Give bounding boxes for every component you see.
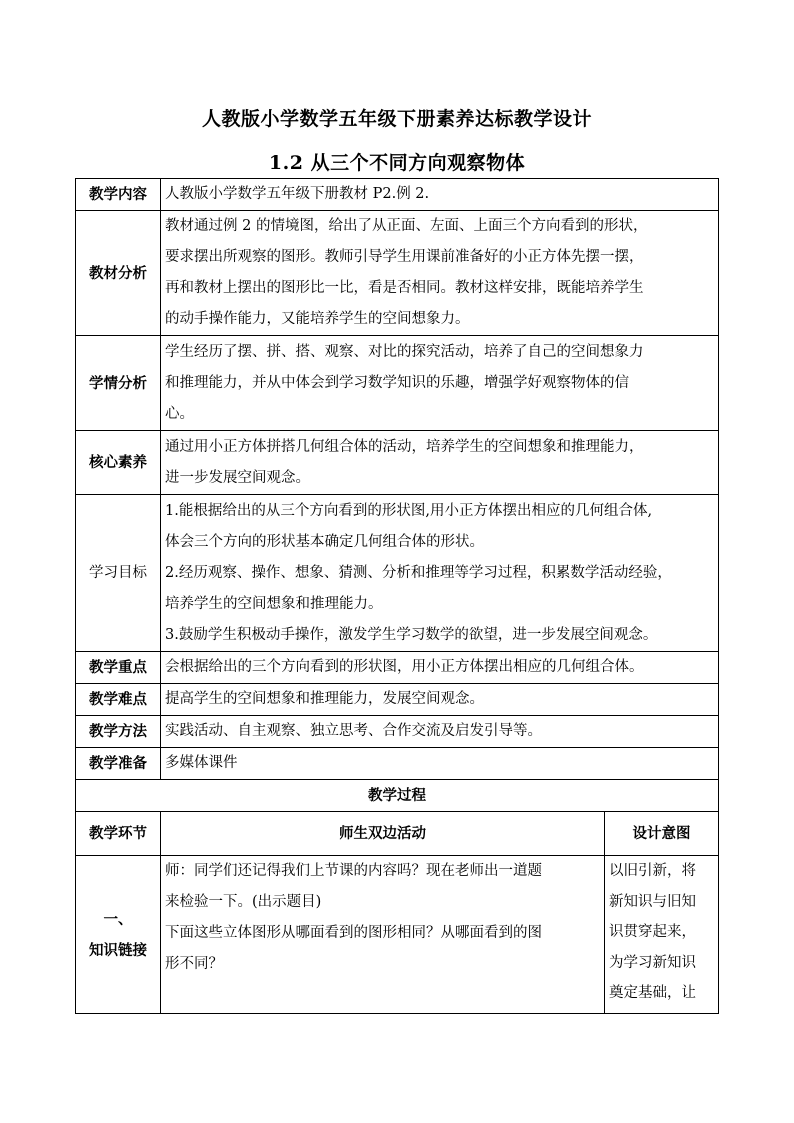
row-stage-1: [76, 856, 719, 1014]
stage-number: 一、: [103, 910, 133, 928]
text-line: 学生经历了摆、拼、搭、观察、对比的探究活动，培养了自己的空间想象力: [165, 343, 644, 360]
stage-1-intent: [605, 856, 719, 1014]
text-line: 识贯穿起来，: [609, 924, 696, 940]
text-line: 奠定基础，让: [609, 985, 696, 1001]
row-key-points: [76, 652, 719, 684]
text-line: 来检验一下。(出示题目): [165, 894, 322, 910]
text-line: 新知识与旧知: [609, 893, 696, 910]
label-student-analysis: 学情分析: [76, 336, 161, 431]
row-teaching-content: [76, 179, 719, 211]
text-line: 为学习新知识: [609, 954, 696, 971]
process-header: 教学过程: [76, 780, 719, 812]
label-preparation: 教学准备: [76, 748, 161, 780]
column-intent: 设计意图: [605, 812, 719, 856]
row-method: [76, 716, 719, 748]
text-key-points: 会根据给出的三个方向看到的形状图，用小正方体摆出相应的几何组合体。: [161, 652, 719, 684]
label-key-points: 教学重点: [76, 652, 161, 684]
text-line: 要求摆出所观察的图形。教师引导学生用课前准备好的小正方体先摆一摆，: [165, 249, 644, 265]
text-line: 教材通过例 2 的情境图，给出了从正面、左面、上面三个方向看到的形状，: [165, 218, 648, 234]
row-material-analysis: [76, 211, 719, 336]
column-stage: 教学环节: [76, 812, 161, 856]
text-line: 以旧引新，将: [609, 863, 696, 879]
text-material-analysis: [161, 211, 719, 336]
text-student-analysis: [161, 336, 719, 431]
text-line: 通过用小正方体拼搭几何组合体的活动，培养学生的空间想象和推理能力，: [165, 438, 644, 455]
text-core-literacy: [161, 431, 719, 495]
text-line: 师：同学们还记得我们上节课的内容吗？现在老师出一道题: [165, 863, 542, 879]
label-method: 教学方法: [76, 716, 161, 748]
row-core-literacy: [76, 431, 719, 495]
text-line: 下面这些立体图形从哪面看到的图形相同？从哪面看到的图: [165, 925, 542, 941]
label-material-analysis: 教材分析: [76, 211, 161, 336]
stage-1-label: [76, 856, 161, 1014]
column-activity: 师生双边活动: [161, 812, 605, 856]
row-preparation: [76, 748, 719, 780]
text-preparation: 多媒体课件: [161, 748, 719, 780]
label-teaching-content: 教学内容: [76, 179, 161, 211]
text-line: 2.经历观察、操作、想象、猜测、分析和推理等学习过程，积累数学活动经验，: [165, 564, 672, 581]
row-process-columns: [76, 812, 719, 856]
stage-name: 知识链接: [89, 941, 147, 959]
text-line: 1.能根据给出的从三个方向看到的形状图,用小正方体摆出相应的几何组合体,: [165, 502, 653, 519]
text-line: 进一步发展空间观念。: [165, 469, 310, 486]
text-teaching-content: 人教版小学数学五年级下册教材 P2.例 2.: [161, 179, 719, 211]
text-line: 培养学生的空间想象和推理能力。: [165, 595, 383, 612]
row-process-header: [76, 780, 719, 812]
text-line: 的动手操作能力，又能培养学生的空间想象力。: [165, 311, 470, 327]
text-line: 和推理能力，并从中体会到学习数学知识的乐趣，增强学好观察物体的信: [165, 374, 629, 391]
row-difficulty: [76, 684, 719, 716]
text-method: 实践活动、自主观察、独立思考、合作交流及启发引导等。: [161, 716, 719, 748]
label-learning-goals: 学习目标: [76, 495, 161, 652]
label-core-literacy: 核心素养: [76, 431, 161, 495]
label-difficulty: 教学难点: [76, 684, 161, 716]
text-line: 再和教材上摆出的图形比一比，看是否相同。教材这样安排，既能培养学生: [165, 280, 644, 296]
lesson-title: 1.2 从三个不同方向观察物体: [268, 152, 526, 174]
lesson-plan-table: [75, 178, 719, 1014]
row-student-analysis: [76, 336, 719, 431]
text-line: 心。: [165, 405, 194, 422]
stage-1-activity: [161, 856, 605, 1014]
row-learning-goals: [76, 495, 719, 652]
text-difficulty: 提高学生的空间想象和推理能力，发展空间观念。: [161, 684, 719, 716]
document-title: 人教版小学数学五年级下册素养达标教学设计: [201, 108, 592, 130]
text-line: 体会三个方向的形状基本确定几何组合体的形状。: [165, 533, 484, 550]
text-line: 形不同？: [165, 956, 223, 972]
text-learning-goals: [161, 495, 719, 652]
text-line: 3.鼓励学生积极动手操作，激发学生学习数学的欲望，进一步发展空间观念。: [165, 626, 658, 643]
